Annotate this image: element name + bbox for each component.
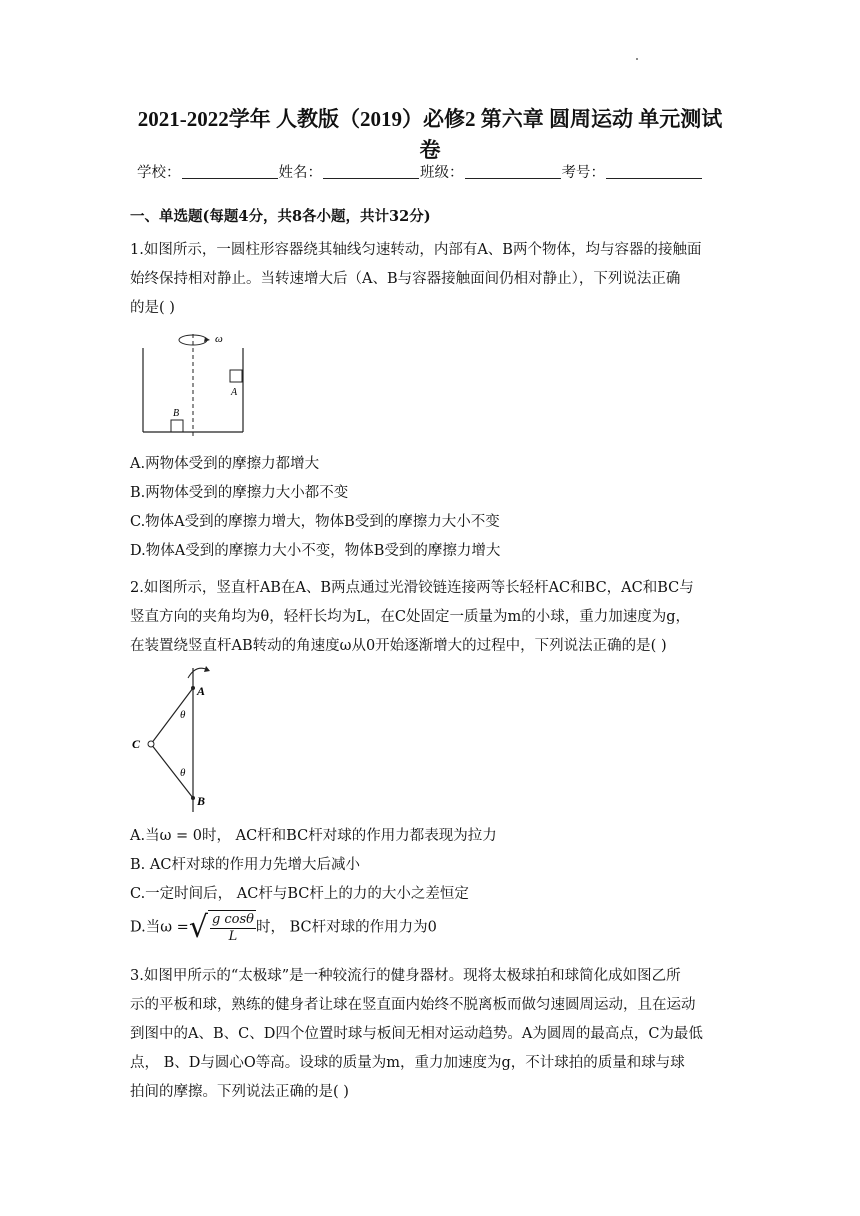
q2-option-a[interactable]: A.当ω = 0时， AC杆和BC杆对球的作用力都表现为拉力 [130,828,497,844]
q3-line1: 3.如图甲所示的“太极球”是一种较流行的健身器材。现将太极球拍和球简化成如图乙所 [130,968,681,984]
q2-option-b[interactable]: B. AC杆对球的作用力先增大后减小 [130,857,360,873]
hinge-b [191,796,195,800]
omega-label: ω [215,333,223,345]
section-heading: 一、单选题(每题4分，共8各小题，共计32分) [130,208,431,225]
q3-line4: 点， B、D与圆心O等高。设球的质量为m，重力加速度为g，不计球拍的质量和球与球 [130,1055,685,1071]
block-b-label: B [173,408,180,419]
q2-line2: 竖直方向的夹角均为θ，轻杆长均为L，在C处固定一质量为m的小球，重力加速度为g， [130,609,690,625]
sqrt-body [208,910,256,945]
q1-line2: 始终保持相对静止。当转速增大后（A、B与容器接触面间仍相对静止），下列说法正确 [130,271,681,287]
point-c-label: C [132,737,141,751]
block-a [230,370,242,382]
q1-container-figure [135,330,250,438]
school-blank[interactable] [182,164,278,179]
class-label: 班级： [420,165,464,181]
hinge-a [191,686,195,690]
q3-line5: 拍间的摩擦。下列说法正确的是( ) [130,1084,349,1100]
q1-option-b[interactable]: B.两物体受到的摩擦力大小都不变 [130,485,349,501]
q2-line1: 2.如图所示，竖直杆AB在A、B两点通过光滑铰链连接两等长轻杆AC和BC，AC和BC与 [130,580,694,596]
q3-line2: 示的平板和球，熟练的健身者让球在竖直面内始终不脱离板而做匀速圆周运动，且在运动 [130,997,696,1013]
fraction [210,912,256,945]
q1-option-c[interactable]: C.物体A受到的摩擦力增大，物体B受到的摩擦力大小不变 [130,514,500,530]
q1-line1: 1.如图所示，一圆柱形容器绕其轴线匀速转动，内部有A、B两个物体，均与容器的接触面 [130,242,702,258]
school-label: 学校： [137,165,181,181]
name-blank[interactable] [323,164,419,179]
rod-ac [151,688,193,744]
page-title: 2021-2022学年 人教版（2019）必修2 第六章 圆周运动 单元测试卷 [137,107,723,162]
q2-option-d-suffix: 时， BC杆对球的作用力为0 [256,919,437,936]
number-label: 考号： [561,165,605,181]
point-b-label: B [197,794,206,808]
student-info-line [137,161,703,182]
q2-line3: 在装置绕竖直杆AB转动的角速度ω从0开始逐渐增大的过程中，下列说法正确的是( ) [130,638,667,654]
rod-bc [151,744,193,798]
q1-line3: 的是( ) [130,300,175,316]
block-a-label: A [231,387,238,398]
ball-c [148,741,154,747]
q1-option-a[interactable]: A.两物体受到的摩擦力都增大 [130,456,320,472]
angle-theta-top: θ [180,709,186,721]
sqrt-icon: √ [188,909,208,945]
q1-option-d[interactable]: D.物体A受到的摩擦力大小不变，物体B受到的摩擦力增大 [130,543,501,559]
fraction-denominator: L [228,928,238,944]
q3-line3: 到图中的A、B、C、D四个位置时球与板间无相对运动趋势。A为圆周的最高点，C为最低 [130,1026,703,1042]
angle-theta-bottom: θ [180,767,186,779]
q2-option-c[interactable]: C.一定时间后， AC杆与BC杆上的力的大小之差恒定 [130,886,469,902]
class-blank[interactable] [465,164,561,179]
point-a-label: A [197,684,206,698]
fraction-numerator: g cosθ [211,911,254,927]
number-blank[interactable] [606,164,702,179]
block-b [171,420,183,432]
q2-rod-figure [128,660,223,815]
name-label: 姓名： [278,165,322,181]
speck [636,58,638,60]
q2-option-d[interactable] [130,910,437,945]
q2-option-d-prefix: D.当ω = [130,919,189,936]
